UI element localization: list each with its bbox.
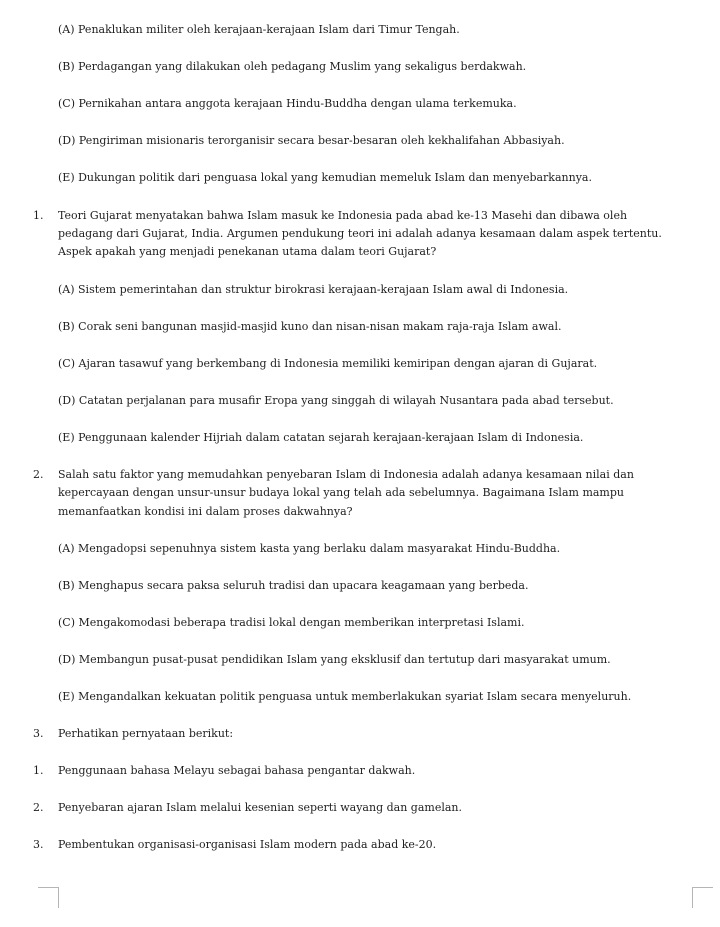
question-text-line: kepercayaan dengan unsur-unsur budaya lokal yang telah ada sebelumnya. Bagaimana Islam mampu (58, 486, 624, 499)
statement-number: 1. (33, 764, 44, 777)
question-number: 2. (33, 468, 44, 481)
option-e: (E) Dukungan politik dari penguasa lokal yang kemudian memeluk Islam dan menyebarkannya. (58, 171, 592, 184)
page-corner-mark-right (692, 887, 713, 908)
option-d: (D) Membangun pusat-pusat pendidikan Islam yang eksklusif dan tertutup dari masyarakat umum. (58, 653, 611, 666)
option-d: (D) Pengiriman misionaris terorganisir secara besar-besaran oleh kekhalifahan Abbasiyah. (58, 134, 565, 147)
option-b: (B) Menghapus secara paksa seluruh tradisi dan upacara keagamaan yang berbeda. (58, 579, 529, 592)
question-text-line: Aspek apakah yang menjadi penekanan utama dalam teori Gujarat? (58, 245, 437, 258)
option-e: (E) Mengandalkan kekuatan politik penguasa untuk memberlakukan syariat Islam secara menyeluruh. (58, 690, 632, 703)
option-c: (C) Mengakomodasi beberapa tradisi lokal dengan memberikan interpretasi Islami. (58, 616, 525, 629)
question-text-line: Salah satu faktor yang memudahkan penyebaran Islam di Indonesia adalah adanya kesamaan nilai dan (58, 468, 634, 481)
option-c: (C) Ajaran tasawuf yang berkembang di Indonesia memiliki kemiripan dengan ajaran di Gujarat. (58, 357, 598, 370)
statement-text: Pembentukan organisasi-organisasi Islam modern pada abad ke-20. (58, 838, 437, 851)
option-b: (B) Perdagangan yang dilakukan oleh pedagang Muslim yang sekaligus berdakwah. (58, 60, 527, 73)
question-number: 3. (33, 727, 44, 740)
question-text-line: Teori Gujarat menyatakan bahwa Islam masuk ke Indonesia pada abad ke-13 Masehi dan dibawa oleh (58, 209, 628, 222)
statement-text: Penggunaan bahasa Melayu sebagai bahasa pengantar dakwah. (58, 764, 416, 777)
option-d: (D) Catatan perjalanan para musafir Eropa yang singgah di wilayah Nusantara pada abad tersebut. (58, 394, 614, 407)
option-a: (A) Penaklukan militer oleh kerajaan-kerajaan Islam dari Timur Tengah. (58, 23, 460, 36)
question-text-line: Perhatikan pernyataan berikut: (58, 727, 234, 740)
option-c: (C) Pernikahan antara anggota kerajaan Hindu-Buddha dengan ulama terkemuka. (58, 97, 517, 110)
option-e: (E) Penggunaan kalender Hijriah dalam catatan sejarah kerajaan-kerajaan Islam di Indonesia. (58, 431, 584, 444)
statement-text: Penyebaran ajaran Islam melalui kesenian seperti wayang dan gamelan. (58, 801, 462, 814)
question-text-line: pedagang dari Gujarat, India. Argumen pendukung teori ini adalah adanya kesamaan dalam aspek tertentu. (58, 227, 662, 240)
option-a: (A) Sistem pemerintahan dan struktur birokrasi kerajaan-kerajaan Islam awal di Indonesia. (58, 283, 569, 296)
option-a: (A) Mengadopsi sepenuhnya sistem kasta yang berlaku dalam masyarakat Hindu-Buddha. (58, 542, 561, 555)
statement-number: 2. (33, 801, 44, 814)
page-corner-mark-left (38, 887, 59, 908)
question-number: 1. (33, 209, 44, 222)
question-text-line: memanfaatkan kondisi ini dalam proses dakwahnya? (58, 505, 353, 518)
option-b: (B) Corak seni bangunan masjid-masjid kuno dan nisan-nisan makam raja-raja Islam awal. (58, 320, 562, 333)
statement-number: 3. (33, 838, 44, 851)
